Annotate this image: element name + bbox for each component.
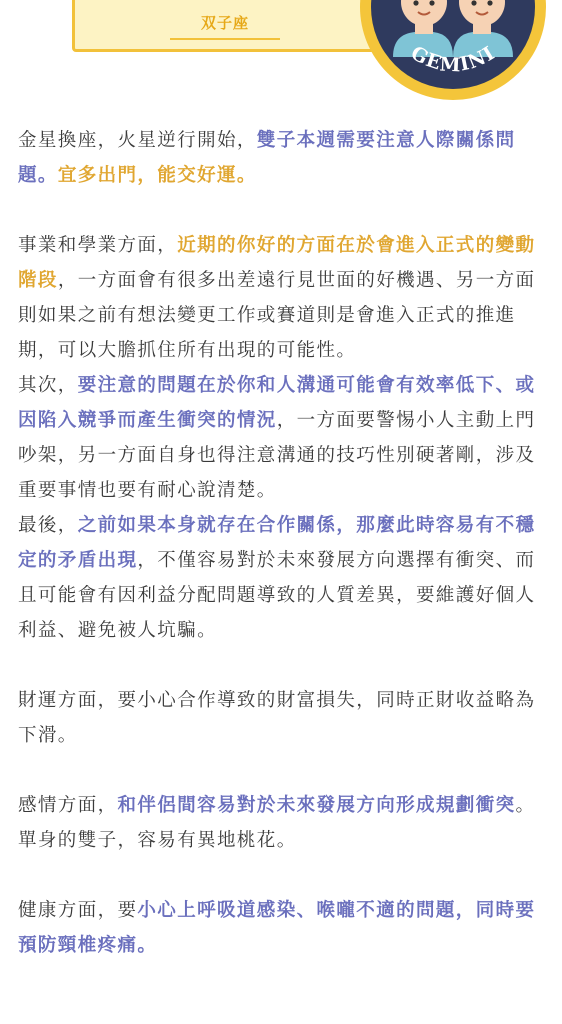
love-body: 。單身的雙子，容易有異地桃花。 (18, 795, 536, 851)
second-highlight: 要注意的問題在於你和人溝通可能會有效率低下、或因陷入競爭而產生衝突的情況 (18, 375, 536, 431)
last-body: ，不僅容易對於未來發展方向選擇有衝突、而且可能會有因利益分配問題導致的人質差異，要維護好個人利益、避免被人坑騙。 (18, 550, 536, 641)
paragraph-spacer (18, 858, 546, 893)
banner-underline (170, 38, 280, 40)
gemini-badge (353, 0, 553, 122)
love-highlight: 和伴侶間容易對於未來發展方向形成規劃衝突 (117, 795, 516, 816)
intro-highlight-2: 宜多出門，能交好運。 (57, 165, 257, 186)
paragraph-spacer (18, 753, 546, 788)
paragraph-spacer (18, 193, 546, 228)
second-paragraph (18, 368, 546, 508)
banner-label: 双子座 (200, 14, 249, 32)
second-body: ，一方面要警惕小人主動上門吵架，另一方面自身也得注意溝通的技巧性別硬著剛，涉及重要事情也要有耐心說清楚。 (18, 410, 536, 501)
badge-text: GEMINI (407, 41, 500, 77)
career-body: ，一方面會有很多出差遠行見世面的好機遇、另一方面則如果之前有想法變更工作或賽道則是會進入正式的推進期，可以大膽抓住所有出現的可能性。 (18, 270, 536, 361)
intro-paragraph (18, 123, 546, 193)
wealth-body: 財運方面，要小心合作導致的財富損失，同時正財收益略為下滑。 (18, 690, 536, 746)
love-lead: 感情方面， (18, 795, 118, 816)
horoscope-article (18, 123, 546, 963)
love-paragraph (18, 788, 546, 858)
paragraph-spacer (18, 648, 546, 683)
career-paragraph (18, 228, 546, 368)
last-paragraph (18, 508, 546, 648)
zodiac-header (0, 0, 562, 122)
intro-text: 金星換座，火星逆行開始， (18, 130, 257, 151)
health-paragraph (18, 893, 546, 963)
last-lead: 最後， (18, 515, 78, 536)
health-highlight: 小心上呼吸道感染、喉嚨不適的問題，同時要預防頸椎疼痛。 (18, 900, 536, 956)
career-lead: 事業和學業方面， (18, 235, 178, 256)
career-highlight: 近期的你好的方面在於會進入正式的變動階段 (18, 235, 536, 291)
title-banner (72, 0, 378, 52)
intro-highlight: 雙子本週需要注意人際關係問題。 (18, 130, 516, 186)
wealth-paragraph (18, 683, 546, 753)
last-highlight: 之前如果本身就存在合作關係，那麼此時容易有不穩定的矛盾出現 (18, 515, 536, 571)
second-lead: 其次， (18, 375, 78, 396)
health-lead: 健康方面，要 (18, 900, 138, 921)
